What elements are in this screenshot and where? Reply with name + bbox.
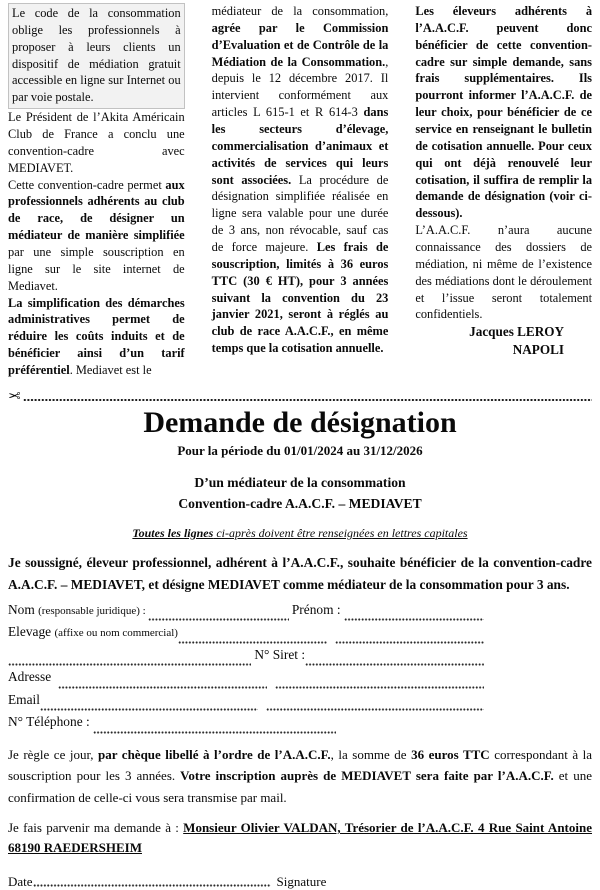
adresse-fill-line	[58, 686, 267, 689]
siret-fill-line	[305, 663, 484, 666]
paragraph: Le Président de l’Akita Américain Club de France a conclu une convention-cadre avec MEDIAVET.	[8, 110, 185, 175]
siret-fill-line-left	[8, 663, 251, 666]
column-2	[212, 3, 389, 379]
intro-columns	[8, 3, 592, 379]
paragraph: L’A.A.C.F. n’aura aucune connaissance des dossiers de médiation, ni même de l’existence des médiations dont le déroulement et l’issue seront totalement confidentiels.	[415, 223, 593, 322]
form-subtitle-2: Convention-cadre A.A.C.F. – MEDIAVET	[178, 495, 422, 511]
form-intro: Je soussigné, éleveur professionnel, adhérent à l’A.A.C.F., souhaite bénéficier de la convention-cadre A.A.C.F. – MEDIAVET, et désigne MEDIAVET comme médiateur de la consommation pour 3 ans.	[8, 555, 592, 592]
prenom-label: Prénom :	[288, 601, 344, 617]
date-label: Date	[8, 874, 33, 890]
payment-paragraph: Je règle ce jour, par chèque libellé à l’ordre de l’A.A.C.F., la somme de 36 euros TTC correspondant à la souscription pour les 3 années. Votre inscription auprès de MEDIAVET sera faite par l’A.A.C.F. et une confirmation de celle-ci vous sera transmise par mail.	[8, 746, 592, 806]
siret-label: N° Siret :	[251, 646, 306, 662]
adresse-label: Adresse	[8, 669, 58, 685]
form-period: Pour la période du 01/01/2024 au 31/12/2026	[177, 443, 423, 459]
elevage-label: Elevage	[8, 624, 55, 640]
signature-label: Signature	[276, 874, 327, 890]
field-row-email	[8, 692, 592, 715]
date-fill-line	[33, 884, 271, 887]
telephone-label: N° Téléphone :	[8, 714, 94, 730]
column-3	[415, 3, 592, 379]
email-fill-line-2	[266, 708, 484, 711]
field-row-elevage	[8, 624, 592, 647]
designation-form	[8, 406, 592, 890]
cut-dotted-line	[23, 398, 592, 402]
paragraph: La simplification des démarches administratives permet de réduire les coûts induits et de bénéficier ainsi d’un tarif préférentiel. Mediavet est le	[8, 295, 185, 378]
signatory-name: Jacques LEROY NAPOLI	[469, 324, 565, 358]
adresse-fill-line-2	[275, 686, 484, 689]
form-title: Demande de désignation	[143, 405, 457, 439]
cut-line	[8, 388, 592, 405]
prenom-fill-line	[344, 618, 484, 621]
date-signature-row	[8, 874, 592, 890]
paragraph: Les éleveurs adhérents à l’A.A.C.F. peuvent donc bénéficier de cette convention-cadre sur simple demande, sans frais supplémentaires. Ils pourront informer l’A.A.C.F. de leur choix, pour bénéficier de ce service en renseignant le bulletin de cotisation annuelle. Pour ceux qui ont déjà renouvelé leur cotisation, il suffira de remplir la demande de désignation (voir ci-dessous).	[415, 4, 593, 221]
elevage-fill-line	[178, 641, 327, 644]
elevage-sublabel: (affixe ou nom commercial)	[54, 627, 178, 640]
telephone-fill-line	[93, 731, 336, 734]
column-1	[8, 3, 185, 379]
form-subtitle-1: D’un médiateur de la consommation	[194, 475, 406, 491]
nom-label: Nom	[8, 601, 39, 617]
elevage-fill-line-2	[335, 641, 484, 644]
boxed-paragraph: Le code de la consommation oblige les professionnels à proposer à leurs clients un dispositif de médiation gratuit accessible en ligne sur Internet ou par voie postale.	[8, 3, 185, 109]
field-row-adresse	[8, 669, 592, 692]
nom-fill-line	[148, 618, 288, 621]
field-row-siret	[8, 647, 592, 670]
email-fill-line	[40, 708, 258, 711]
capitals-notice: Toutes les lignes ci-après doivent être renseignées en lettres capitales	[132, 526, 468, 541]
paragraph: médiateur de la consommation, agrée par le Commission d’Evaluation et de Contrôle de la Médiation de la Consommation., depuis le 12 décembre 2017. Il intervient conformément aux articles L 615-1 et R 614-3 dans les secteurs d’élevage, commercialisation d’animaux et activités de services qui leurs sont associées. La procédure de désignation simplifiée réalisée en ligne sera valable pour une durée de 3 ans, non révocable, sauf cas de force majeure. Les frais de souscription, limités à 36 euros TTC (30 € HT), pour 3 années suivant la convention du 23 janvier 2021, seront à réglés au club de race A.A.C.F., en même temps que la cotisation annuelle.	[211, 4, 389, 356]
email-label: Email	[8, 691, 40, 707]
field-row-telephone	[8, 714, 592, 737]
field-row-nom	[8, 602, 592, 625]
paragraph: Cette convention-cadre permet aux professionnels adhérents au club de race, de désigner un médiateur de manière simplifiée par une simple souscription en ligne sur le site internet de Mediavet.	[8, 177, 185, 293]
scissors-icon: ✂	[8, 386, 21, 405]
send-paragraph: Je fais parvenir ma demande à : Monsieur Olivier VALDAN, Trésorier de l’A.A.C.F. 4 Rue Saint Antoine 68190 RAEDERSHEIM	[8, 820, 592, 855]
nom-sublabel: (responsable juridique) :	[38, 604, 149, 617]
